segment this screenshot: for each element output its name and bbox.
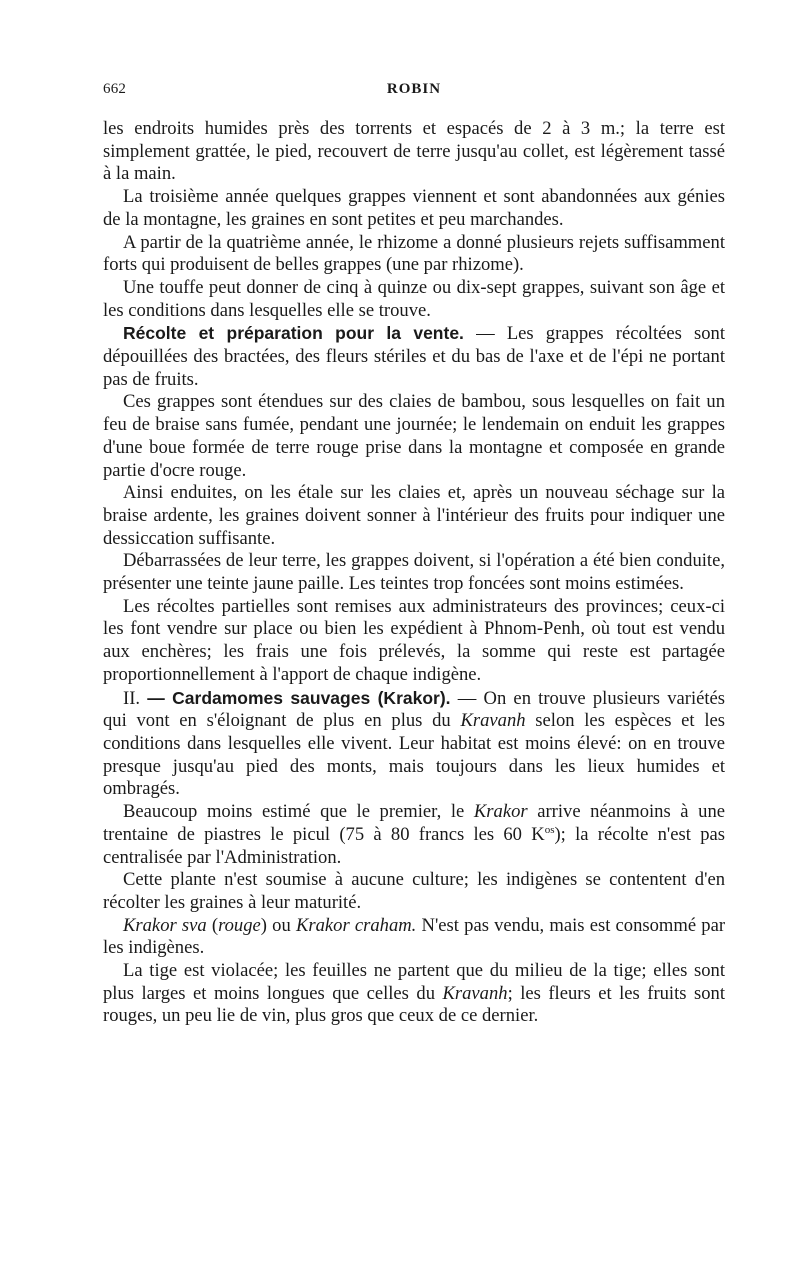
paragraph: Ces grappes sont étendues sur des claies de bambou, sous lesquelles on fait un feu de braise sans fumée, pendant une journée; le lendemain on enduit les grappes d'une boue formée de terre rouge prise dans la montagne et composée en grande partie d'ocre rouge.: [103, 391, 725, 481]
paragraph-text: La tige est violacée; les feuilles ne partent que du milieu de la tige; elles sont plus larges et moins longues que celles du: [103, 960, 725, 1004]
paragraph-text: arrive néanmoins à une trentaine de piastres le picul (75 à 80 francs les 60 K: [103, 801, 725, 845]
paragraph-continuation: les endroits humides près des torrents et espacés de 2 à 3 m.; la terre est simplement grattée, le pied, recouvert de terre jusqu'au collet, est légèrement tassé à la main.: [103, 118, 725, 185]
paragraph: A partir de la quatrième année, le rhizome a donné plusieurs rejets suffisamment forts qui produisent de belles grappes (une par rhizome).: [103, 231, 725, 276]
italic-term: Krakor: [473, 801, 528, 823]
paragraph-krakor-price: [103, 801, 725, 869]
section-heading-harvest: Récolte et préparation pour la vente.: [123, 323, 464, 344]
paragraph-text: (: [206, 914, 219, 936]
page-header: [103, 81, 725, 105]
paragraph: Ainsi enduites, on les étale sur les claies et, après un nouveau séchage sur la braise ardente, les graines doivent sonner à l'intérieur des fruits pour indiquer une dessiccation suffisante.: [103, 482, 725, 549]
italic-term: rouge: [218, 914, 261, 936]
italic-term: Kravanh: [460, 710, 526, 732]
paragraph-wild-cardamom: [103, 687, 725, 802]
section-heading-wild-cardamom: — Cardamomes sauvages (Krakor).: [147, 687, 451, 708]
paragraph-harvest: [103, 322, 725, 391]
paragraph: La troisième année quelques grappes viennent et sont abandonnées aux génies de la montagne, les graines en sont petites et peu marchandes.: [103, 186, 725, 230]
paragraph-krakor-sva: [103, 915, 725, 960]
running-title: ROBIN: [386, 81, 442, 97]
paragraph-text: selon les espèces et les conditions dans lesquelles elle vivent. Leur habitat est moins élevé: on en trouve presque jusqu'au pied des monts, mais toujours dans les lieux humides et ombragés.: [103, 710, 725, 800]
body-text: [103, 118, 725, 1028]
paragraph-text: ); la récolte n'est pas centralisée par l'Administration.: [103, 823, 725, 868]
paragraph-text: — Les grappes récoltées sont dépouillées des bractées, des fleurs stériles et du bas de l'axe et de l'épi ne portant pas de fruits.: [103, 323, 725, 390]
superscript: os: [544, 823, 555, 836]
section-number: II.: [123, 687, 148, 709]
paragraph-text: N'est pas vendu, mais est consommé par les indigènes.: [103, 914, 726, 959]
paragraph: Une touffe peut donner de cinq à quinze ou dix-sept grappes, suivant son âge et les conditions dans lesquelles elle se trouve.: [103, 276, 725, 321]
paragraph-text: ; les fleurs et les fruits sont rouges, un peu lie de vin, plus gros que ceux de ce dernier.: [103, 982, 725, 1027]
italic-term: Kravanh: [442, 982, 508, 1004]
paragraph: Débarrassées de leur terre, les grappes doivent, si l'opération a été bien conduite, présenter une teinte jaune paille. Les teintes trop foncées sont moins estimées.: [103, 550, 725, 595]
paragraph-stem-description: [103, 960, 725, 1028]
paragraph-text: — On en trouve plusieurs variétés qui vont en s'éloignant de plus en plus du: [103, 687, 726, 732]
paragraph-text: Beaucoup moins estimé que le premier, le: [123, 801, 474, 823]
italic-term: Krakor craham.: [295, 914, 417, 936]
paragraph: Les récoltes partielles sont remises aux administrateurs des provinces; ceux-ci les font vendre sur place ou bien les expédient à Phnom-Penh, où tout est vendu aux enchères; les frais une fois prélevés, la somme qui reste est partagée proportionnellement à l'apport de chaque indigène.: [103, 595, 725, 685]
page-number: 662: [103, 81, 127, 97]
italic-term: Krakor sva: [123, 914, 207, 936]
paragraph: Cette plante n'est soumise à aucune culture; les indigènes se contentent d'en récolter les graines à leur maturité.: [103, 869, 725, 913]
paragraph-text: ) ou: [260, 914, 296, 936]
